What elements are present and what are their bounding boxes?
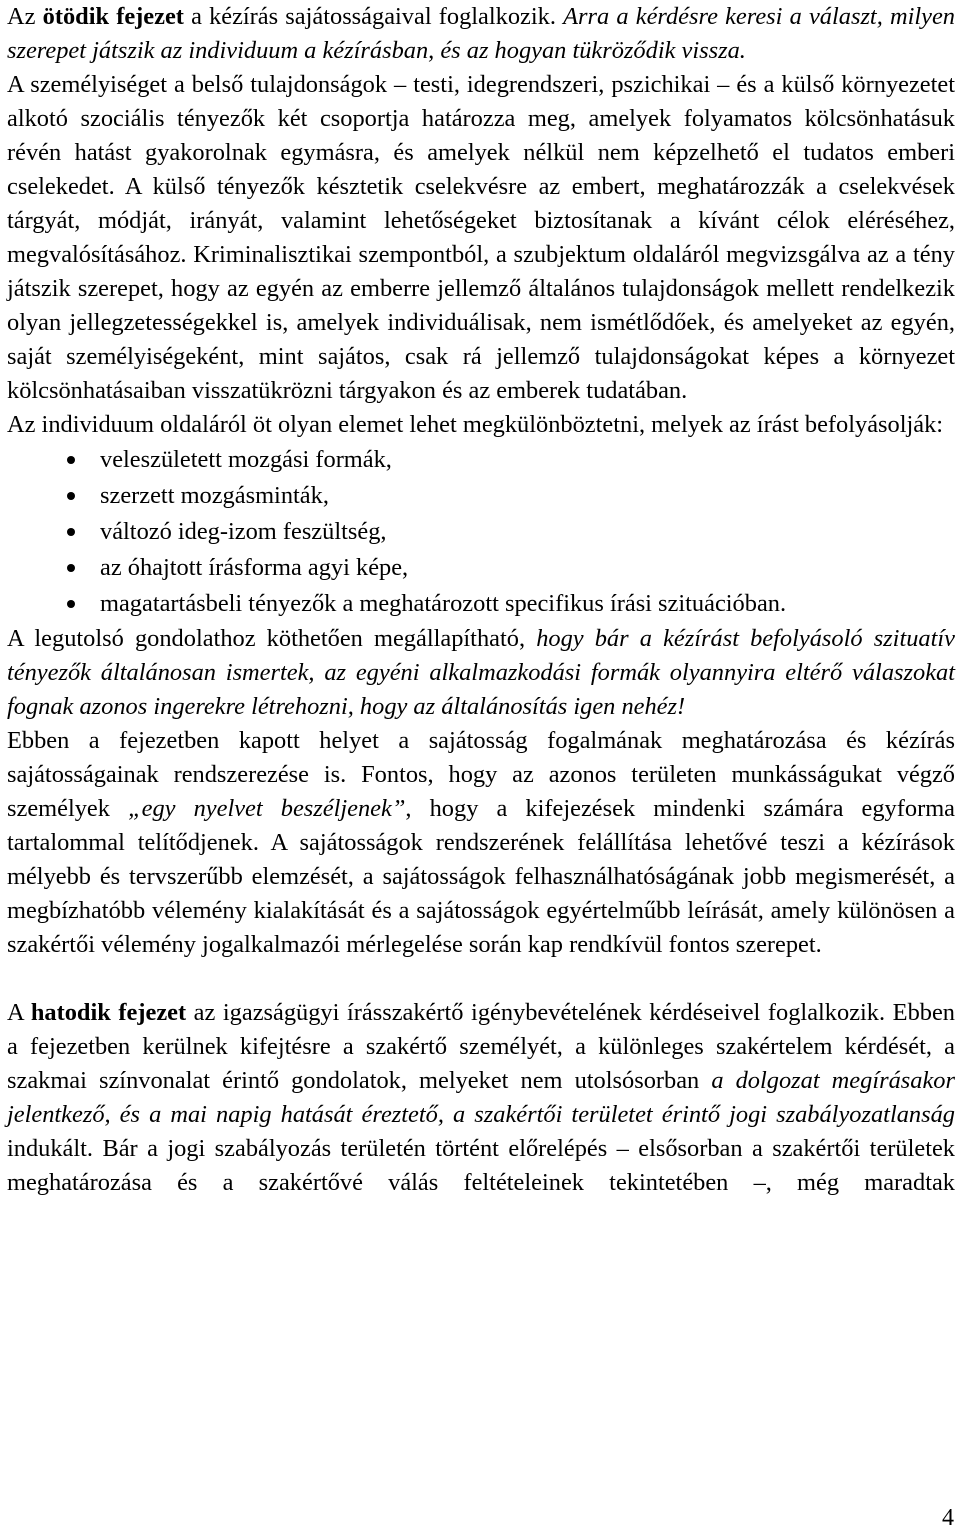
- intro-text-middle: a kézírás sajátosságaival foglalkozik.: [183, 3, 564, 30]
- document-page: [7, 0, 955, 1200]
- characteristics-text-start: Ebben a fejezetben kapott helyet a sajátosság fogalmának meghatározása és kézírás sajátosságainak rendszerezése is. Fontos, hogy az azonos területen munkásságukat végző személyek: [7, 727, 955, 822]
- paragraph-personality: A személyiséget a belső tulajdonságok – testi, idegrendszeri, pszichikai – és a külső környezetet alkotó szociális tényezők két csoportja határozza meg, amelyek folyamatos kölcsönhatásuk révén hatást gyakorolnak egymásra, és amelyek nélkül nem képzelhető el tudatos emberi cselekedet. A külső tényezők késztetik cselekvésre az embert, meghatározzák a cselekvések tárgyát, módját, irányát, valamint lehetőségeket biztosítanak a kívánt célok eléréséhez, megvalósításához. Kriminalisztikai szempontból, a szubjektum oldaláról megvizsgálva az a tény játszik szerepet, hogy az egyén az emberre jellemző általános tulajdonságok mellett rendelkezik olyan jellegzetességekkel is, amelyek individuálisak, nem ismétlődőek, és amelyeket az egyén, saját személyiségeként, mint sajátos, csak rá jellemző tulajdonságokat képes a környezet kölcsönhatásaiban visszatükrözni tárgyakon és az emberek tudatában.: [7, 71, 955, 404]
- list-item: [7, 550, 955, 586]
- bullet-list: [7, 442, 955, 622]
- list-item-text: magatartásbeli tényezők a meghatározott specifikus írási szituációban.: [100, 590, 787, 617]
- paragraph-chapter-six: [7, 996, 955, 1200]
- chapter-six-text-end: indukált. Bár a jogi szabályozás területén történt előrelépés – elsősorban a szakértői területek meghatározása és a szakértővé válás feltételeinek tekintetében –, még maradtak: [7, 1135, 955, 1196]
- page-number: 4: [942, 1505, 954, 1531]
- characteristics-text-end: , hogy a kifejezések mindenki számára egyforma tartalommal telítődjenek. A sajátosságok rendszerének felállítása lehetővé teszi a kézírások mélyebb és tervszerűbb elemzését, a sajátosságok felhasználhatóságának jobb megismerését, a megbízhatóbb vélemény kialakítását és a sajátosságok egyértelműbb leírását, amely különösen a szakértői vélemény jogalkalmazói mérlegelése során kap rendkívül fontos szerepet.: [7, 795, 955, 958]
- paragraph-chapter-five-intro: [7, 0, 955, 68]
- paragraph-conclusion: [7, 622, 955, 724]
- bullet-icon: [67, 492, 75, 500]
- chapter-five-heading: ötödik fejezet: [42, 3, 184, 30]
- list-item: [7, 478, 955, 514]
- bullet-icon: [67, 528, 75, 536]
- list-item-text: az óhajtott írásforma agyi képe,: [100, 554, 409, 581]
- chapter-six-text-start: A: [7, 999, 31, 1026]
- intro-text-start: Az: [7, 3, 43, 30]
- list-item-text: változó ideg-izom feszültség,: [100, 518, 387, 545]
- blank-line: [7, 962, 955, 996]
- chapter-six-italic: a dolgozat megírásakor jelentkező, és a mai napig hatását éreztető, a szakértői területet érintő jogi szabályozatlanság: [7, 1067, 955, 1128]
- chapter-six-text-middle: az igazságügyi írásszakértő igénybevételének kérdéseivel foglalkozik. Ebben a fejezetben kerülnek kifejtésre a szakértő személyét, a különleges szakértelem kérdését, a szakmai színvonalat érintő gondolatok, melyeket nem utolsósorban: [7, 999, 955, 1094]
- paragraph-characteristics: [7, 724, 955, 962]
- conclusion-text: A legutolsó gondolathoz köthetően megállapítható,: [7, 625, 537, 652]
- intro-text-italic: Arra a kérdésre keresi a választ, milyen szerepet játszik az individuum a kézírásban, és az hogyan tükröződik vissza.: [7, 3, 955, 64]
- list-item: [7, 586, 955, 622]
- conclusion-italic: hogy bár a kézírást befolyásoló szituatív tényezők általánosan ismertek, az egyéni alkalmazkodási formák olyannyira eltérő válaszokat fognak azonos ingerekre létrehozni, hogy az általánosítás igen nehéz!: [7, 625, 955, 720]
- list-item: [7, 442, 955, 478]
- list-item-text: szerzett mozgásminták,: [100, 482, 329, 509]
- bullet-icon: [67, 564, 75, 572]
- list-item-text: veleszületett mozgási formák,: [100, 446, 392, 473]
- paragraph-individuum: Az individuum oldaláról öt olyan elemet lehet megkülönböztetni, melyek az írást befolyásolják:: [7, 411, 944, 438]
- chapter-six-heading: hatodik fejezet: [30, 999, 187, 1026]
- bullet-icon: [67, 456, 75, 464]
- list-item: [7, 514, 955, 550]
- characteristics-quote: „egy nyelvet beszéljenek”: [128, 795, 406, 822]
- bullet-icon: [67, 600, 75, 608]
